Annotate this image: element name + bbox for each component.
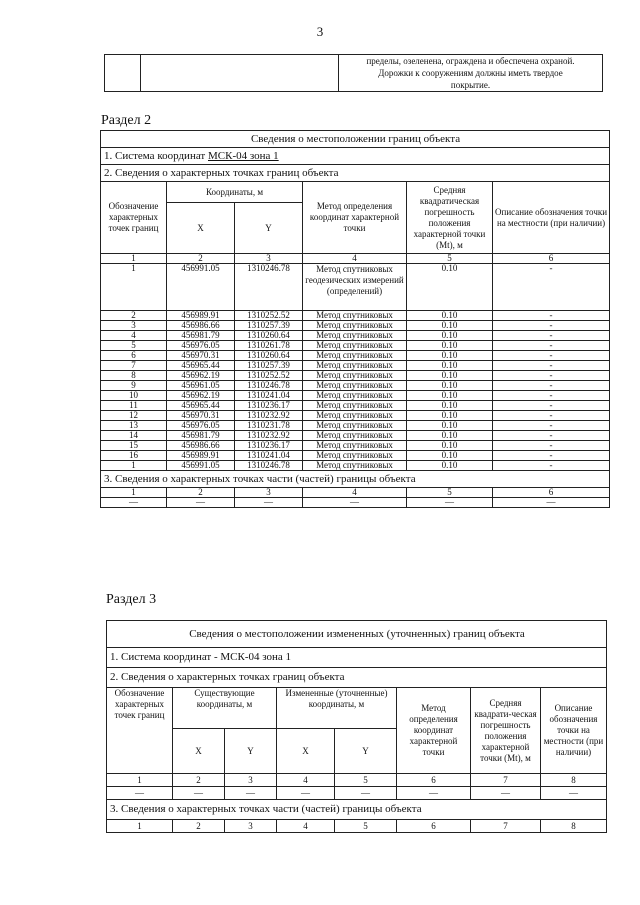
table-row	[101, 461, 610, 471]
point-method: Метод спутниковых	[303, 391, 407, 401]
point-mt: 0.10	[407, 311, 493, 321]
header-method: Метод определения координат характерной точки	[303, 182, 407, 254]
point-x: 456981.79	[167, 431, 235, 441]
point-mt: 0.10	[407, 451, 493, 461]
header-changed-x: X	[277, 729, 335, 774]
point-y: 1310241.04	[235, 451, 303, 461]
point-number: 13	[101, 421, 167, 431]
point-number: 11	[101, 401, 167, 411]
point-x: 456965.44	[167, 361, 235, 371]
point-x: 456989.91	[167, 451, 235, 461]
header-designation: Обозначение характерных точек границ	[107, 688, 173, 774]
table-row	[101, 361, 610, 371]
point-method: Метод спутниковых	[303, 311, 407, 321]
table-row	[101, 431, 610, 441]
point-number: 12	[101, 411, 167, 421]
table-row	[101, 381, 610, 391]
point-mt: 0.10	[407, 381, 493, 391]
point-method: Метод спутниковых	[303, 431, 407, 441]
header-method: Метод определения координат характерной точки	[397, 688, 471, 774]
header-designation: Обозначение характерных точек границ	[101, 182, 167, 254]
point-number: 7	[101, 361, 167, 371]
empty-cell: —	[107, 787, 173, 800]
col-number: 5	[407, 254, 493, 264]
header-existing-y: Y	[225, 729, 277, 774]
point-x: 456991.05	[167, 461, 235, 471]
coord-system: 1. Система координат - МСК-04 зона 1	[107, 648, 607, 668]
point-y: 1310232.92	[235, 411, 303, 421]
header-error: Средняя квадрати-ческая погрешность положения характерной точки (Mt), м	[471, 688, 541, 774]
section3-caption: Сведения о местоположении измененных (уточненных) границ объекта	[107, 621, 607, 648]
point-method: Метод спутниковых	[303, 411, 407, 421]
part-col-number: 4	[277, 820, 335, 833]
point-mt: 0.10	[407, 391, 493, 401]
point-mt: 0.10	[407, 351, 493, 361]
point-mt: 0.10	[407, 421, 493, 431]
col-number: 4	[303, 254, 407, 264]
table-row	[101, 451, 610, 461]
point-number: 10	[101, 391, 167, 401]
col-number: 1	[107, 774, 173, 787]
point-description: -	[493, 311, 610, 321]
continuation-table	[104, 54, 603, 92]
text-line: пределы, озеленена, ограждена и обеспечена охраной.	[366, 56, 575, 66]
coord-system-value: МСК-04 зона 1	[207, 150, 279, 162]
col-number: 6	[397, 774, 471, 787]
point-description: -	[493, 421, 610, 431]
point-number: 6	[101, 351, 167, 361]
header-description: Описание обозначения точки на местности (при наличии)	[541, 688, 607, 774]
header-changed: Измененные (уточненные) координаты, м	[277, 688, 397, 729]
point-description: -	[493, 264, 610, 311]
empty-cell: —	[335, 787, 397, 800]
part-col-number: 5	[335, 820, 397, 833]
point-method: Метод спутниковых геодезических измерений (определений)	[303, 264, 407, 311]
point-method: Метод спутниковых	[303, 361, 407, 371]
point-mt: 0.10	[407, 264, 493, 311]
point-number: 14	[101, 431, 167, 441]
point-y: 1310260.64	[235, 331, 303, 341]
table-row	[101, 421, 610, 431]
point-y: 1310236.17	[235, 441, 303, 451]
section2-table	[100, 130, 610, 508]
table-row	[101, 351, 610, 361]
point-description: -	[493, 341, 610, 351]
point-description: -	[493, 361, 610, 371]
point-mt: 0.10	[407, 431, 493, 441]
point-number: 16	[101, 451, 167, 461]
part-col-number: 6	[397, 820, 471, 833]
point-x: 456976.05	[167, 341, 235, 351]
col-number: 1	[101, 254, 167, 264]
point-method: Метод спутниковых	[303, 401, 407, 411]
point-method: Метод спутниковых	[303, 421, 407, 431]
table-row	[101, 401, 610, 411]
text-line: покрытие.	[450, 80, 491, 90]
point-number: 15	[101, 441, 167, 451]
point-mt: 0.10	[407, 401, 493, 411]
point-number: 3	[101, 321, 167, 331]
col-number: 6	[493, 254, 610, 264]
point-y: 1310260.64	[235, 351, 303, 361]
table-row	[101, 391, 610, 401]
point-x: 456961.05	[167, 381, 235, 391]
col-number: 2	[167, 254, 235, 264]
point-method: Метод спутниковых	[303, 341, 407, 351]
header-existing: Существующие координаты, м	[173, 688, 277, 729]
part-empty-cell: —	[303, 498, 407, 508]
empty-cell: —	[173, 787, 225, 800]
point-x: 456965.44	[167, 401, 235, 411]
points-heading: 2. Сведения о характерных точках границ объекта	[101, 165, 610, 182]
point-description: -	[493, 391, 610, 401]
point-number: 1	[101, 264, 167, 311]
empty-cell	[105, 55, 141, 92]
coord-system-prefix: 1. Система координат	[104, 150, 208, 162]
table-row	[101, 441, 610, 451]
text-line: Дорожки к сооружениям должны иметь твердое	[378, 68, 563, 78]
point-description: -	[493, 371, 610, 381]
point-method: Метод спутниковых	[303, 331, 407, 341]
point-mt: 0.10	[407, 461, 493, 471]
table-row	[101, 311, 610, 321]
point-description: -	[493, 411, 610, 421]
point-y: 1310231.78	[235, 421, 303, 431]
points-heading: 2. Сведения о характерных точках границ объекта	[107, 668, 607, 688]
point-y: 1310246.78	[235, 381, 303, 391]
point-method: Метод спутниковых	[303, 351, 407, 361]
point-mt: 0.10	[407, 321, 493, 331]
point-y: 1310241.04	[235, 391, 303, 401]
part-col-number: 5	[407, 488, 493, 498]
point-description: -	[493, 381, 610, 391]
point-description: -	[493, 321, 610, 331]
point-number: 8	[101, 371, 167, 381]
point-number: 4	[101, 331, 167, 341]
point-x: 456970.31	[167, 411, 235, 421]
point-x: 456981.79	[167, 331, 235, 341]
point-y: 1310257.39	[235, 361, 303, 371]
col-number: 5	[335, 774, 397, 787]
empty-cell: —	[541, 787, 607, 800]
point-mt: 0.10	[407, 441, 493, 451]
section3-table	[106, 620, 607, 833]
empty-cell: —	[225, 787, 277, 800]
header-existing-x: X	[173, 729, 225, 774]
header-description: Описание обозначения точки на местности (при наличии)	[493, 182, 610, 254]
point-number: 5	[101, 341, 167, 351]
point-y: 1310236.17	[235, 401, 303, 411]
part-col-number: 1	[101, 488, 167, 498]
page-number: 3	[316, 24, 324, 39]
point-x: 456962.19	[167, 371, 235, 381]
point-description: -	[493, 431, 610, 441]
point-number: 2	[101, 311, 167, 321]
point-method: Метод спутниковых	[303, 461, 407, 471]
section2-caption: Сведения о местоположении границ объекта	[101, 131, 610, 148]
part-col-number: 3	[235, 488, 303, 498]
point-x: 456962.19	[167, 391, 235, 401]
part-col-number: 6	[493, 488, 610, 498]
point-y: 1310252.52	[235, 311, 303, 321]
point-y: 1310246.78	[235, 264, 303, 311]
point-x: 456976.05	[167, 421, 235, 431]
point-mt: 0.10	[407, 371, 493, 381]
part-empty-cell: —	[167, 498, 235, 508]
point-method: Метод спутниковых	[303, 321, 407, 331]
point-y: 1310252.52	[235, 371, 303, 381]
table-row	[101, 371, 610, 381]
table-row	[101, 331, 610, 341]
col-number: 8	[541, 774, 607, 787]
point-description: -	[493, 331, 610, 341]
point-y: 1310257.39	[235, 321, 303, 331]
point-mt: 0.10	[407, 331, 493, 341]
part-empty-cell: —	[493, 498, 610, 508]
header-y: Y	[235, 203, 303, 254]
part-empty-cell: —	[407, 498, 493, 508]
point-description: -	[493, 351, 610, 361]
point-description: -	[493, 451, 610, 461]
point-method: Метод спутниковых	[303, 451, 407, 461]
part-col-number: 8	[541, 820, 607, 833]
point-method: Метод спутниковых	[303, 441, 407, 451]
point-method: Метод спутниковых	[303, 371, 407, 381]
section2-heading: Раздел 2	[101, 113, 152, 128]
col-number: 2	[173, 774, 225, 787]
part-col-number: 2	[173, 820, 225, 833]
header-error: Средняя квадратическая погрешность положения характерной точки (Mt), м	[407, 182, 493, 254]
point-x: 456986.66	[167, 441, 235, 451]
empty-cell: —	[277, 787, 335, 800]
part-col-number: 2	[167, 488, 235, 498]
point-mt: 0.10	[407, 341, 493, 351]
point-x: 456986.66	[167, 321, 235, 331]
point-y: 1310246.78	[235, 461, 303, 471]
point-x: 456970.31	[167, 351, 235, 361]
point-description: -	[493, 401, 610, 411]
part-empty-cell: —	[101, 498, 167, 508]
table-row	[101, 321, 610, 331]
header-x: X	[167, 203, 235, 254]
col-number: 7	[471, 774, 541, 787]
part-heading: 3. Сведения о характерных точках части (частей) границы объекта	[107, 800, 607, 820]
col-number: 3	[225, 774, 277, 787]
point-x: 456989.91	[167, 311, 235, 321]
point-y: 1310232.92	[235, 431, 303, 441]
part-col-number: 3	[225, 820, 277, 833]
point-description: -	[493, 461, 610, 471]
point-number: 1	[101, 461, 167, 471]
table-row	[101, 411, 610, 421]
part-col-number: 1	[107, 820, 173, 833]
part-heading: 3. Сведения о характерных точках части (частей) границы объекта	[101, 471, 610, 488]
col-number: 3	[235, 254, 303, 264]
empty-cell	[141, 55, 339, 92]
part-empty-cell: —	[235, 498, 303, 508]
point-x: 456991.05	[167, 264, 235, 311]
point-mt: 0.10	[407, 411, 493, 421]
empty-cell: —	[397, 787, 471, 800]
empty-cell: —	[471, 787, 541, 800]
point-mt: 0.10	[407, 361, 493, 371]
header-coords: Координаты, м	[167, 182, 303, 203]
point-y: 1310261.78	[235, 341, 303, 351]
point-method: Метод спутниковых	[303, 381, 407, 391]
header-changed-y: Y	[335, 729, 397, 774]
part-col-number: 4	[303, 488, 407, 498]
point-description: -	[493, 441, 610, 451]
col-number: 4	[277, 774, 335, 787]
table-row	[101, 264, 610, 311]
table-row	[101, 341, 610, 351]
point-number: 9	[101, 381, 167, 391]
coord-system	[101, 148, 610, 165]
section3-heading: Раздел 3	[106, 592, 157, 607]
continuation-text	[339, 55, 603, 92]
part-col-number: 7	[471, 820, 541, 833]
